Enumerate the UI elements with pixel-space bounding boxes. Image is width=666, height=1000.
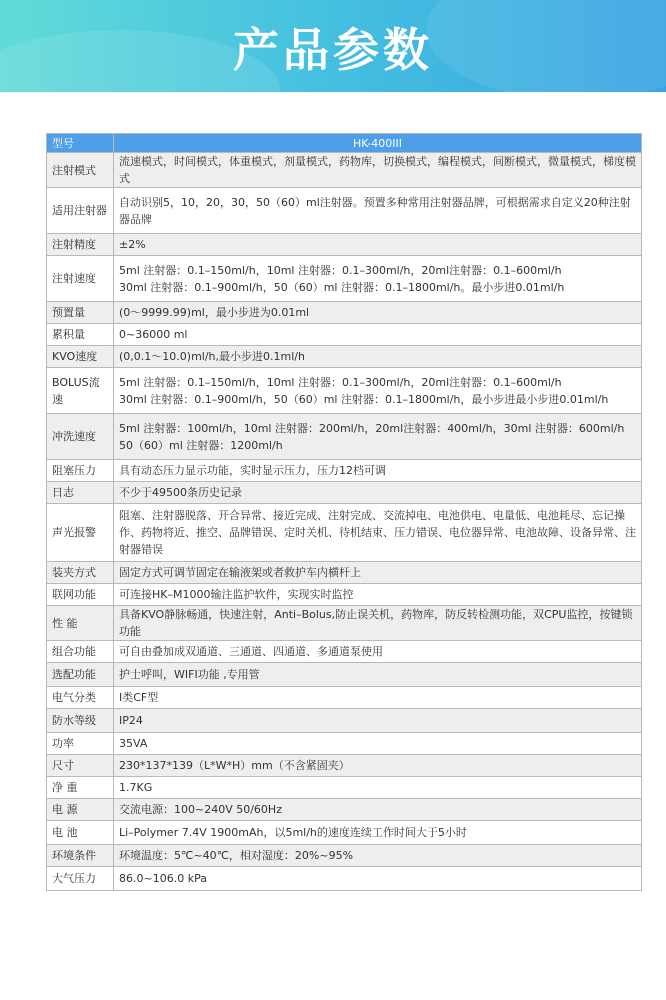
spec-value-line: 50（60）ml 注射器：1200ml/h	[119, 438, 283, 452]
spec-value	[114, 504, 642, 562]
table-row	[47, 482, 642, 504]
spec-value-line: (0,0.1～10.0)ml/h,最小步进0.1ml/h	[119, 350, 305, 363]
spec-label: KVO速度	[47, 346, 114, 368]
table-row	[47, 821, 642, 845]
spec-value	[114, 733, 642, 755]
spec-value	[114, 414, 642, 460]
banner	[0, 0, 666, 92]
spec-value	[114, 867, 642, 891]
table-row	[47, 663, 642, 687]
table-row	[47, 584, 642, 606]
spec-label: 电气分类	[47, 687, 114, 709]
spec-label: 组合功能	[47, 641, 114, 663]
spec-value	[114, 324, 642, 346]
spec-value-line: 环境温度：5℃~40℃，相对湿度：20%~95%	[119, 849, 354, 862]
spec-value-line: 护士呼叫，WIFI功能 ,专用管	[119, 668, 260, 681]
spec-label: 选配功能	[47, 663, 114, 687]
spec-label: 尺寸	[47, 755, 114, 777]
spec-value-line: 230*137*139（L*W*H）mm（不含紧固夹）	[119, 759, 350, 772]
table-row	[47, 777, 642, 799]
spec-label: 适用注射器	[47, 188, 114, 234]
table-row	[47, 845, 642, 867]
spec-value-line: 阻塞、注射器脱落、开合异常、接近完成、注射完成、交流掉电、电池供电、电量低、电池耗尽、忘记操作、药物将近、推空、品牌错误、定时关机、待机结束、压力错误、电位器异常、电池故障、设备异常、注射器错误	[119, 509, 636, 556]
table-row	[47, 755, 642, 777]
spec-value-line: IP24	[119, 714, 143, 727]
spec-label: 性 能	[47, 606, 114, 641]
spec-value-line: 0~36000 ml	[119, 328, 188, 341]
table-row	[47, 346, 642, 368]
spec-value	[114, 256, 642, 302]
spec-label: 电 池	[47, 821, 114, 845]
spec-value	[114, 845, 642, 867]
table-row	[47, 641, 642, 663]
spec-value-line: 自动识别5，10，20，30，50（60）ml注射器。预置多种常用注射器品牌，可根据需求自定义20种注射器品牌	[119, 195, 631, 226]
spec-label: 预置量	[47, 302, 114, 324]
spec-value-line: 1.7KG	[119, 781, 153, 794]
spec-value	[114, 584, 642, 606]
spec-value-line: 流速模式，时间模式，体重模式，剂量模式，药物库，切换模式，编程模式，间断模式，微量模式，梯度模式	[119, 155, 636, 185]
table-row	[47, 867, 642, 891]
spec-label: 电 源	[47, 799, 114, 821]
table-row	[47, 799, 642, 821]
spec-value	[114, 687, 642, 709]
spec-value-line: 86.0~106.0 kPa	[119, 872, 207, 885]
header-label: 型号	[47, 134, 114, 153]
spec-label: 注射速度	[47, 256, 114, 302]
spec-value-line: 可自由叠加成双通道、三通道、四通道、多通道泵使用	[119, 645, 383, 658]
spec-label: 日志	[47, 482, 114, 504]
spec-value-line: (0～9999.99)ml，最小步进为0.01ml	[119, 306, 310, 319]
spec-label: 环境条件	[47, 845, 114, 867]
table-row	[47, 606, 642, 641]
table-row	[47, 414, 642, 460]
table-row	[47, 302, 642, 324]
spec-table	[46, 133, 642, 891]
spec-value-line: 具有动态压力显示功能，实时显示压力，压力12档可调	[119, 464, 386, 477]
spec-value	[114, 606, 642, 641]
spec-value-line: 不少于49500条历史记录	[119, 486, 242, 499]
spec-value	[114, 302, 642, 324]
spec-value-line: Li–Polymer 7.4V 1900mAh，以5ml/h的速度连续工作时间大于5小时	[119, 826, 467, 839]
spec-label: 累积量	[47, 324, 114, 346]
spec-label: 装夹方式	[47, 562, 114, 584]
spec-label: 联网功能	[47, 584, 114, 606]
spec-value	[114, 799, 642, 821]
spec-value	[114, 777, 642, 799]
spec-value-line: ±2%	[119, 238, 146, 251]
spec-value	[114, 562, 642, 584]
spec-value	[114, 709, 642, 733]
spec-value-line: 固定方式可调节固定在输液架或者救护车内横杆上	[119, 566, 361, 579]
table-row	[47, 368, 642, 414]
spec-label: 注射模式	[47, 153, 114, 188]
spec-value	[114, 368, 642, 414]
table-row	[47, 504, 642, 562]
table-row	[47, 562, 642, 584]
table-row	[47, 733, 642, 755]
spec-value-line: 5ml 注射器：0.1–150ml/h，10ml 注射器：0.1–300ml/h，20ml注射器：0.1–600ml/h	[119, 375, 562, 389]
spec-value	[114, 460, 642, 482]
spec-value-line: 具备KVO静脉畅通，快速注射，Anti–Bolus,防止误关机，药物库，防反转检测功能，双CPU监控，按键锁功能	[119, 608, 633, 638]
spec-value	[114, 234, 642, 256]
spec-label: 冲洗速度	[47, 414, 114, 460]
spec-value-line: 可连接HK–M1000输注监护软件，实现实时监控	[119, 588, 354, 601]
spec-value	[114, 663, 642, 687]
spec-label: BOLUS流速	[47, 368, 114, 414]
spec-value-line: 5ml 注射器：0.1–150ml/h，10ml 注射器：0.1–300ml/h，20ml注射器：0.1–600ml/h	[119, 263, 562, 277]
table-row	[47, 709, 642, 733]
spec-label: 阻塞压力	[47, 460, 114, 482]
spec-label: 大气压力	[47, 867, 114, 891]
spec-value-line: 交流电源：100~240V 50/60Hz	[119, 803, 282, 816]
spec-value	[114, 346, 642, 368]
table-header-row	[47, 134, 642, 153]
spec-value-line: 30ml 注射器：0.1–900ml/h，50（60）ml 注射器：0.1–1800ml/h，最小步进最小步进0.01ml/h	[119, 392, 609, 406]
page-title: 产品参数	[233, 23, 433, 77]
spec-label: 防水等级	[47, 709, 114, 733]
spec-value	[114, 153, 642, 188]
spec-value	[114, 641, 642, 663]
table-row	[47, 234, 642, 256]
spec-label: 声光报警	[47, 504, 114, 562]
spec-value-line: 30ml 注射器：0.1–900ml/h，50（60）ml 注射器：0.1–1800ml/h。最小步进0.01ml/h	[119, 280, 565, 294]
spec-value-line: 5ml 注射器：100ml/h，10ml 注射器：200ml/h，20ml注射器：400ml/h，30ml 注射器：600ml/h	[119, 421, 625, 435]
spec-value	[114, 821, 642, 845]
header-model: HK-400III	[114, 134, 642, 153]
table-row	[47, 153, 642, 188]
spec-label: 净 重	[47, 777, 114, 799]
table-row	[47, 256, 642, 302]
spec-value	[114, 755, 642, 777]
table-row	[47, 460, 642, 482]
spec-value	[114, 188, 642, 234]
spec-label: 功率	[47, 733, 114, 755]
spec-value-line: I类CF型	[119, 691, 159, 704]
spec-value-line: 35VA	[119, 737, 148, 750]
spec-value	[114, 482, 642, 504]
table-row	[47, 324, 642, 346]
spec-label: 注射精度	[47, 234, 114, 256]
table-row	[47, 188, 642, 234]
table-row	[47, 687, 642, 709]
